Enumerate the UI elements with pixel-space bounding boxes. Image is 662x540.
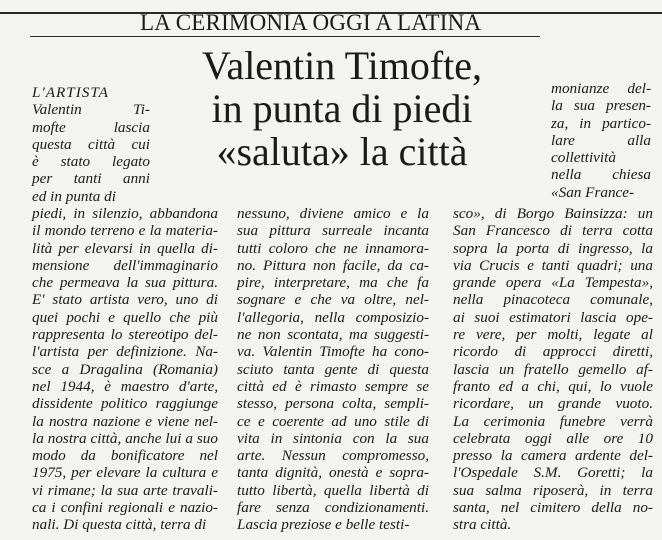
text-line: va. Valentin Timofte ha cono-: [237, 343, 429, 361]
text-line: tutti coloro che ne innamora-: [237, 239, 429, 257]
text-line: nessuno, diviene amico e la: [237, 205, 429, 222]
text-line: lascia un fratello gemello af-: [453, 360, 653, 378]
text-line: che permeava la sua pittura.: [32, 274, 218, 292]
text-line: il mondo terreno e la materia-: [32, 222, 218, 240]
text-line: la nostra nazione e viene nel-: [32, 412, 218, 430]
text-line: via Crucis e tanti quadri; una: [453, 256, 653, 274]
text-line: è stato legato: [32, 153, 150, 171]
column-2: [237, 205, 429, 534]
text-line: grande opera «La Tempesta»,: [453, 274, 653, 292]
column-1: [32, 205, 218, 534]
text-line: L'ARTISTA: [32, 84, 109, 101]
text-line: nella pinacoteca comunale,: [453, 291, 653, 309]
text-line: ed in punta di: [32, 187, 116, 205]
text-line: celebrata oggi alle ore 10: [453, 429, 653, 447]
text-line: arte. Nessun compromesso,: [237, 447, 429, 465]
text-line: sco», di Borgo Bainsizza: un: [453, 205, 653, 222]
text-line: pire, interpretare, ma che fa: [237, 274, 429, 292]
text-line: ricordare, un grande vuoto.: [453, 395, 653, 413]
text-line: sopra la porta di ingresso, la: [453, 239, 653, 257]
text-line: rappresenta lo stereotipo del-: [32, 326, 218, 344]
text-line: modo da bonificatore nel: [32, 447, 218, 465]
text-line: quei pochi e quello che più: [32, 308, 218, 326]
text-line: ca i confini regionali e nazio-: [32, 499, 218, 517]
text-line: sua pittura surreale incanta: [237, 222, 429, 240]
column-3-intro: [551, 80, 651, 201]
text-line: tutto libertà, quella libertà di: [237, 481, 429, 499]
text-line: sce a Dragalina (Romania): [32, 360, 218, 378]
text-line: za, in partico-: [551, 114, 651, 132]
text-line: fare senza condizionamenti.: [237, 499, 429, 517]
text-line: sognare e che va oltre, nel-: [237, 291, 429, 309]
text-line: l'Ospedale S.M. Goretti; la: [453, 464, 653, 482]
headline-line: «saluta» la città: [216, 129, 468, 174]
text-line: la nostra città, anche lui a suo: [32, 429, 218, 447]
text-line: per tanti anni: [32, 170, 150, 188]
text-line: franto ed a chi, qui, lo vuole: [453, 377, 653, 395]
text-line: collettività: [551, 149, 616, 167]
text-line: piedi, in silenzio, abbandona: [32, 205, 218, 222]
text-line: no. Pittura non facile, da ca-: [237, 256, 429, 274]
text-line: l'artista per definizione. Na-: [32, 343, 218, 361]
text-line: San Francesco di terra cotta: [453, 222, 653, 240]
headline-line: in punta di piedi: [211, 86, 473, 131]
text-line: questa città cui: [32, 135, 150, 153]
column-1-intro: [32, 84, 150, 205]
text-line: città ed è rimasto sempre se: [237, 377, 429, 395]
text-line: ai suoi estimatori lascia ope-: [453, 308, 653, 326]
text-line: Valentin Ti-: [32, 101, 150, 119]
text-line: vi rimane; la sua arte travali-: [32, 481, 218, 499]
text-line: monianze del-: [551, 80, 651, 97]
text-line: l'allegoria, nella composizio-: [237, 308, 429, 326]
text-line: 1975, per elevare la cultura e: [32, 464, 218, 482]
text-line: «San France-: [551, 183, 635, 201]
text-line: ce e coerente ad uno stile di: [237, 412, 429, 430]
text-line: stra città.: [453, 516, 512, 534]
text-line: presso la camera ardente del-: [453, 447, 653, 465]
text-line: ricordo di approcci diretti,: [453, 343, 653, 361]
text-line: tanta dignità, onestà e sopra-: [237, 464, 429, 482]
headline-line: Valentin Timofte,: [201, 43, 483, 88]
text-line: nali. Di questa città, terra di: [32, 516, 207, 534]
text-line: nel 1944, è maestro d'arte,: [32, 377, 218, 395]
text-line: la sua presen-: [551, 97, 651, 115]
text-line: lare alla: [551, 131, 651, 149]
text-line: santa, nel cimitero della no-: [453, 499, 653, 517]
text-line: dissidente politico raggiunge: [32, 395, 218, 413]
kicker: LA CERIMONIA OGGI A LATINA: [140, 10, 482, 35]
text-line: sciuto tanta gente di questa: [237, 360, 429, 378]
text-line: vita in sintonia con la sua: [237, 429, 429, 447]
text-line: stesso, persona colta, sempli-: [237, 395, 429, 413]
text-line: La cerimonia funebre verrà: [453, 412, 653, 430]
headline: [162, 44, 522, 173]
text-line: re vere, per molti, legate al: [453, 326, 653, 344]
column-3: [453, 205, 653, 534]
text-line: Lascia preziose e belle testi-: [237, 516, 410, 534]
text-line: E' stato artista vero, uno di: [32, 291, 218, 309]
text-line: mofte lascia: [32, 118, 150, 136]
text-line: lità per elevarsi in quella di-: [32, 239, 218, 257]
text-line: sua salma riposerà, in terra: [453, 481, 653, 499]
text-line: nella chiesa: [551, 166, 651, 184]
text-line: ne non scontata, ma suggesti-: [237, 326, 429, 344]
kicker-rule: [30, 36, 540, 37]
text-line: mensione dell'immaginario: [32, 256, 218, 274]
